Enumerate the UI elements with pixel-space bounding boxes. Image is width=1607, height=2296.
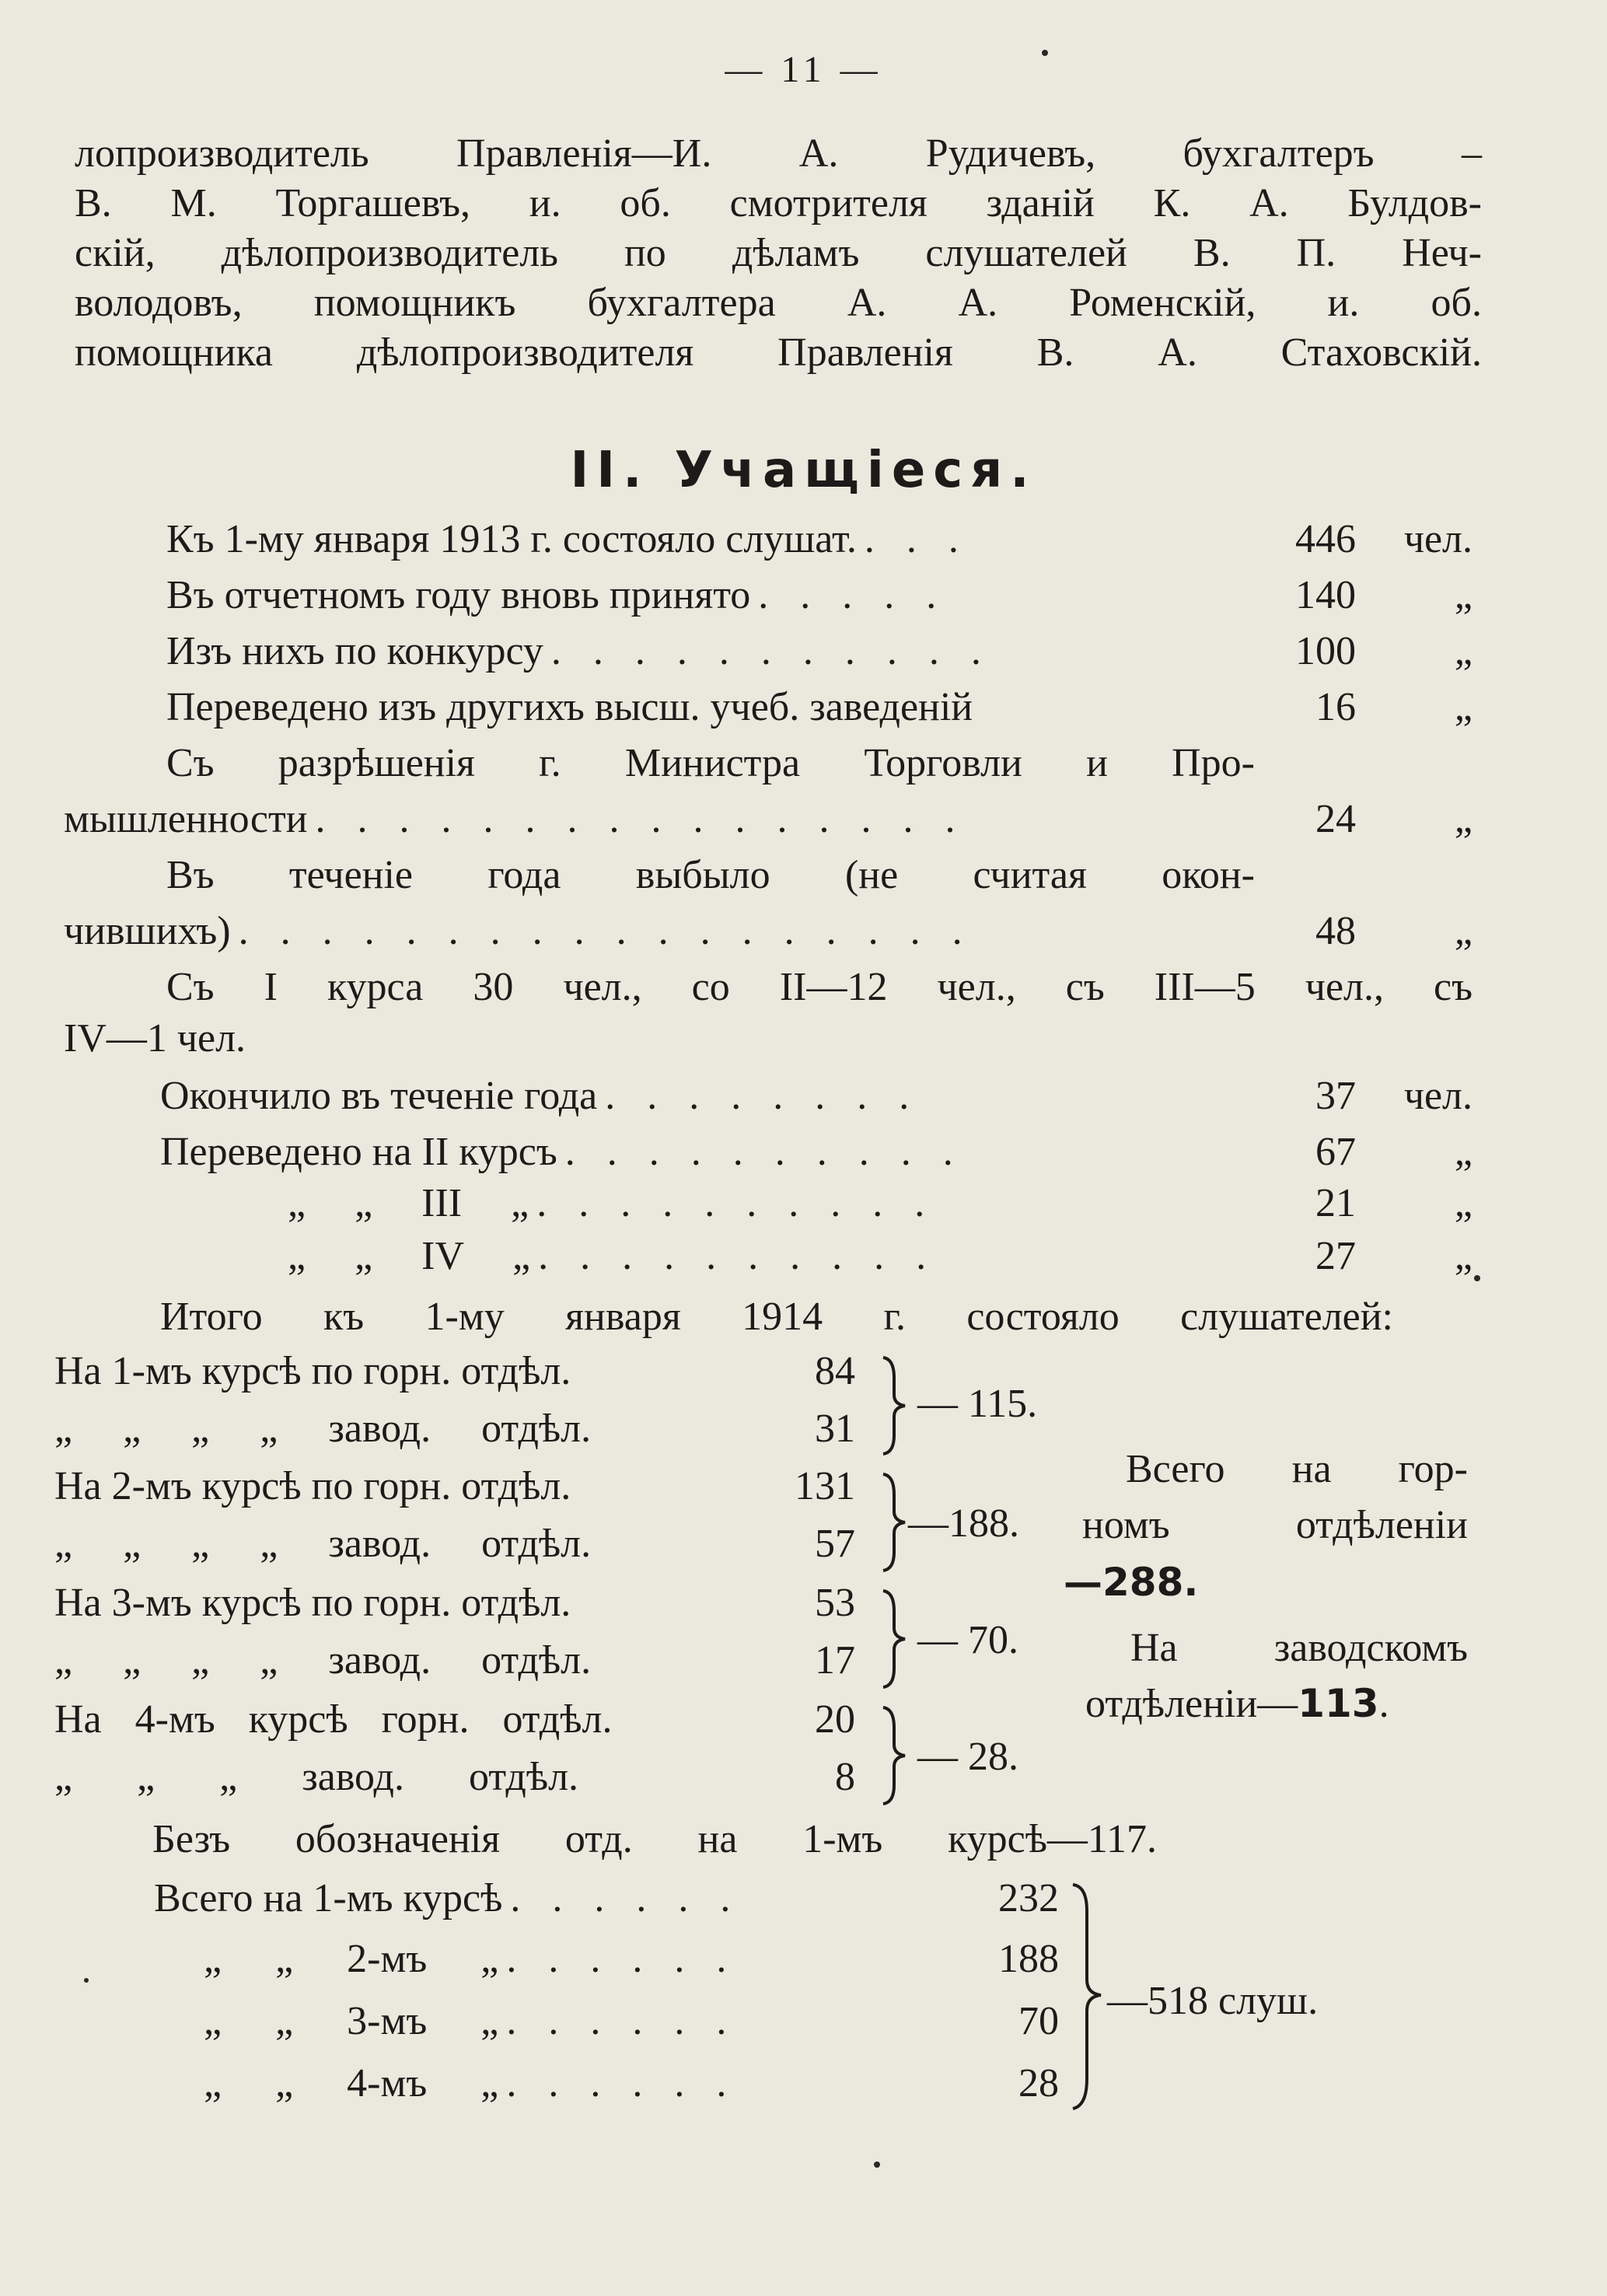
course-sum: — 28.	[917, 1735, 1018, 1779]
ink-speck	[84, 1978, 89, 1983]
side-note-factory-total	[1085, 1681, 1389, 1726]
intro-line: скій, дѣлопроизводитель по дѣламъ слушателей В. П. Неч-	[75, 231, 1482, 275]
stat-label: мышленности	[64, 797, 308, 841]
leader-dots: . . . . . . . .	[605, 1076, 921, 1117]
total-row	[154, 1878, 1059, 1919]
courses-text: Съ I курса 30 чел., со II—12 чел., съ III—5 чел., съ	[166, 965, 1473, 1009]
stat-label: Переведено изъ другихъ высш. учеб. заведеній	[166, 685, 973, 729]
stat-label: Переведено на II курсъ	[160, 1130, 557, 1174]
leader-dots: . . . . . . . . . .	[536, 1183, 936, 1224]
stat-unit: „	[1454, 797, 1473, 841]
course-line: „ „ „ завод. отдѣл.	[54, 1755, 579, 1799]
side-note-factory-value: 113	[1298, 1681, 1379, 1726]
side-note-factory	[1130, 1628, 1468, 1669]
course-line: На 4-мъ курсѣ горн. отдѣл.	[54, 1697, 613, 1742]
total-label: „ „ 2-мъ „	[204, 1937, 499, 1981]
stat-unit: „	[1454, 909, 1473, 953]
ink-speck	[1474, 1275, 1480, 1281]
stat-row	[64, 911, 1473, 952]
stat-unit: чел.	[1403, 1074, 1473, 1118]
leader-dots: . . . . . . . . . .	[564, 1132, 964, 1172]
total-label: Всего на 1-мъ курсѣ	[154, 1876, 503, 1920]
course-block	[54, 1583, 855, 1698]
side-note-mining	[1126, 1449, 1468, 1490]
leader-dots: . . . . . .	[506, 2001, 738, 2042]
stat-label: Окончило въ теченіе года	[160, 1074, 598, 1118]
stat-label: чившихъ)	[64, 909, 231, 953]
bracket	[879, 1471, 910, 1572]
total-value: 70	[1018, 1999, 1059, 2043]
ink-speck	[874, 2161, 880, 2168]
section-title: II. Учащіеся.	[570, 442, 1037, 499]
stat-label: Изъ нихъ по конкурсу	[166, 629, 543, 673]
stat-unit: „	[1454, 1181, 1473, 1225]
total-row	[204, 1939, 1059, 1980]
bracket	[879, 1704, 910, 1805]
stat-value: 24	[1315, 797, 1356, 841]
side-note-text: На заводскомъ	[1130, 1626, 1468, 1670]
bracket	[879, 1354, 910, 1456]
total-1914-text: Итого къ 1-му января 1914 г. состояло слушателей:	[160, 1295, 1393, 1339]
course-block	[54, 1351, 855, 1466]
total-value: 232	[998, 1876, 1059, 1920]
leader-dots: . . . . . .	[506, 2064, 738, 2104]
stat-value: 140	[1295, 573, 1356, 617]
minister-text: Съ разрѣшенія г. Министра Торговли и Про-	[166, 741, 1255, 785]
minister-line	[166, 743, 1255, 784]
undesignated-line	[152, 1819, 1157, 1860]
total-value: 188	[998, 1937, 1059, 1981]
stat-unit: „	[1454, 573, 1473, 617]
course-value: 53	[815, 1581, 855, 1625]
total-row	[204, 2061, 1059, 2106]
total-bracket	[1070, 1880, 1106, 2113]
dropped-line	[166, 855, 1255, 896]
leader-dots: . . . . . . . . . . . . . . . . . .	[238, 911, 973, 952]
stat-value: 48	[1315, 909, 1356, 953]
course-sum: —188.	[908, 1501, 1019, 1546]
course-block	[54, 1697, 855, 1815]
total-1914-line	[160, 1297, 1393, 1337]
intro-line: лопроизводитель Правленія—И. А. Рудичевъ, бухгалтеръ –	[75, 131, 1482, 176]
stat-value: 67	[1315, 1130, 1356, 1174]
stat-row	[166, 519, 1473, 560]
dropped-text: Въ теченіе года выбыло (не считая окон-	[166, 853, 1255, 897]
course-value: 17	[815, 1638, 855, 1683]
stat-row	[166, 687, 1473, 728]
leader-dots: . . . . . . . . . .	[538, 1236, 938, 1277]
course-block	[54, 1466, 855, 1581]
stat-label: Къ 1-му января 1913 г. состояло слушат.	[166, 517, 857, 561]
course-value: 31	[815, 1407, 855, 1451]
course-line: На 3-мъ курсѣ по горн. отдѣл.	[54, 1581, 571, 1625]
total-row	[204, 2001, 1059, 2042]
course-value: 20	[815, 1697, 855, 1742]
leader-dots: . . . . . .	[506, 1939, 738, 1980]
stat-row	[160, 1076, 1473, 1117]
side-note-text: .	[1378, 1682, 1389, 1726]
intro-paragraph	[75, 131, 1482, 383]
stat-value: 16	[1315, 685, 1356, 729]
total-value: 28	[1018, 2061, 1059, 2106]
total-label: „ „ 3-мъ „	[204, 1999, 499, 2043]
leader-dots: . . . . .	[758, 575, 948, 616]
stat-value: 100	[1295, 629, 1356, 673]
stat-row	[288, 1236, 1473, 1277]
course-line: На 2-мъ курсѣ по горн. отдѣл.	[54, 1464, 571, 1508]
side-note-text: Всего на гор-	[1126, 1447, 1468, 1491]
stat-value: 27	[1315, 1234, 1356, 1278]
course-value: 57	[815, 1522, 855, 1566]
leader-dots: . . .	[864, 519, 969, 560]
grand-total: —518 слуш.	[1107, 1979, 1319, 2023]
course-sum: — 115.	[917, 1382, 1038, 1426]
stat-row	[166, 631, 1473, 672]
intro-line: В. М. Торгашевъ, и. об. смотрителя зданій К. А. Булдов-	[75, 181, 1482, 225]
course-line: „ „ „ „ завод. отдѣл.	[54, 1522, 592, 1566]
stat-unit: „	[1454, 1234, 1473, 1278]
leader-dots: . . . . . . . . . . .	[550, 631, 992, 672]
side-note-text: номъ отдѣленіи	[1082, 1503, 1468, 1547]
course-value: 8	[835, 1755, 855, 1799]
course-line: „ „ „ „ завод. отдѣл.	[54, 1407, 592, 1451]
stat-row	[288, 1183, 1473, 1224]
total-label: „ „ 4-мъ „	[204, 2061, 499, 2106]
course-sum: — 70.	[917, 1618, 1018, 1662]
stat-label: „ „ III „	[288, 1181, 529, 1225]
stat-unit: „	[1454, 1130, 1473, 1174]
side-note-mining-total: —288.	[1064, 1560, 1199, 1605]
course-value: 84	[815, 1349, 855, 1393]
stat-row	[160, 1132, 1473, 1172]
stat-unit: чел.	[1403, 517, 1473, 561]
course-line: „ „ „ „ завод. отдѣл.	[54, 1638, 592, 1683]
course-line: На 1-мъ курсѣ по горн. отдѣл.	[54, 1349, 571, 1393]
stat-unit: „	[1454, 629, 1473, 673]
intro-line: володовъ, помощникъ бухгалтера А. А. Роменскій, и. об.	[75, 281, 1482, 325]
stat-row	[64, 799, 1473, 840]
courses-line-2: IV—1 чел.	[64, 1016, 246, 1061]
stat-row	[166, 575, 1473, 616]
courses-line	[166, 967, 1473, 1008]
side-note-text: отдѣленіи—	[1085, 1682, 1298, 1726]
intro-line: помощника дѣлопроизводителя Правленія В. А. Стаховскій.	[75, 330, 1482, 375]
stat-value: 37	[1315, 1074, 1356, 1118]
ink-speck	[1042, 50, 1048, 56]
stat-unit: „	[1454, 685, 1473, 729]
undesignated-text: Безъ обозначенія отд. на 1-мъ курсѣ—117.	[152, 1817, 1157, 1861]
leader-dots: . . . . . .	[510, 1878, 742, 1919]
stat-label: „ „ IV „	[288, 1234, 531, 1278]
stat-value: 446	[1295, 517, 1356, 561]
course-value: 131	[795, 1464, 855, 1508]
page-number: — 11 —	[725, 49, 882, 90]
side-note-mining	[1082, 1505, 1468, 1546]
leader-dots: . . . . . . . . . . . . . . . .	[315, 799, 966, 840]
stat-value: 21	[1315, 1181, 1356, 1225]
bracket	[879, 1588, 910, 1689]
stat-label: Въ отчетномъ году вновь принято	[166, 573, 751, 617]
